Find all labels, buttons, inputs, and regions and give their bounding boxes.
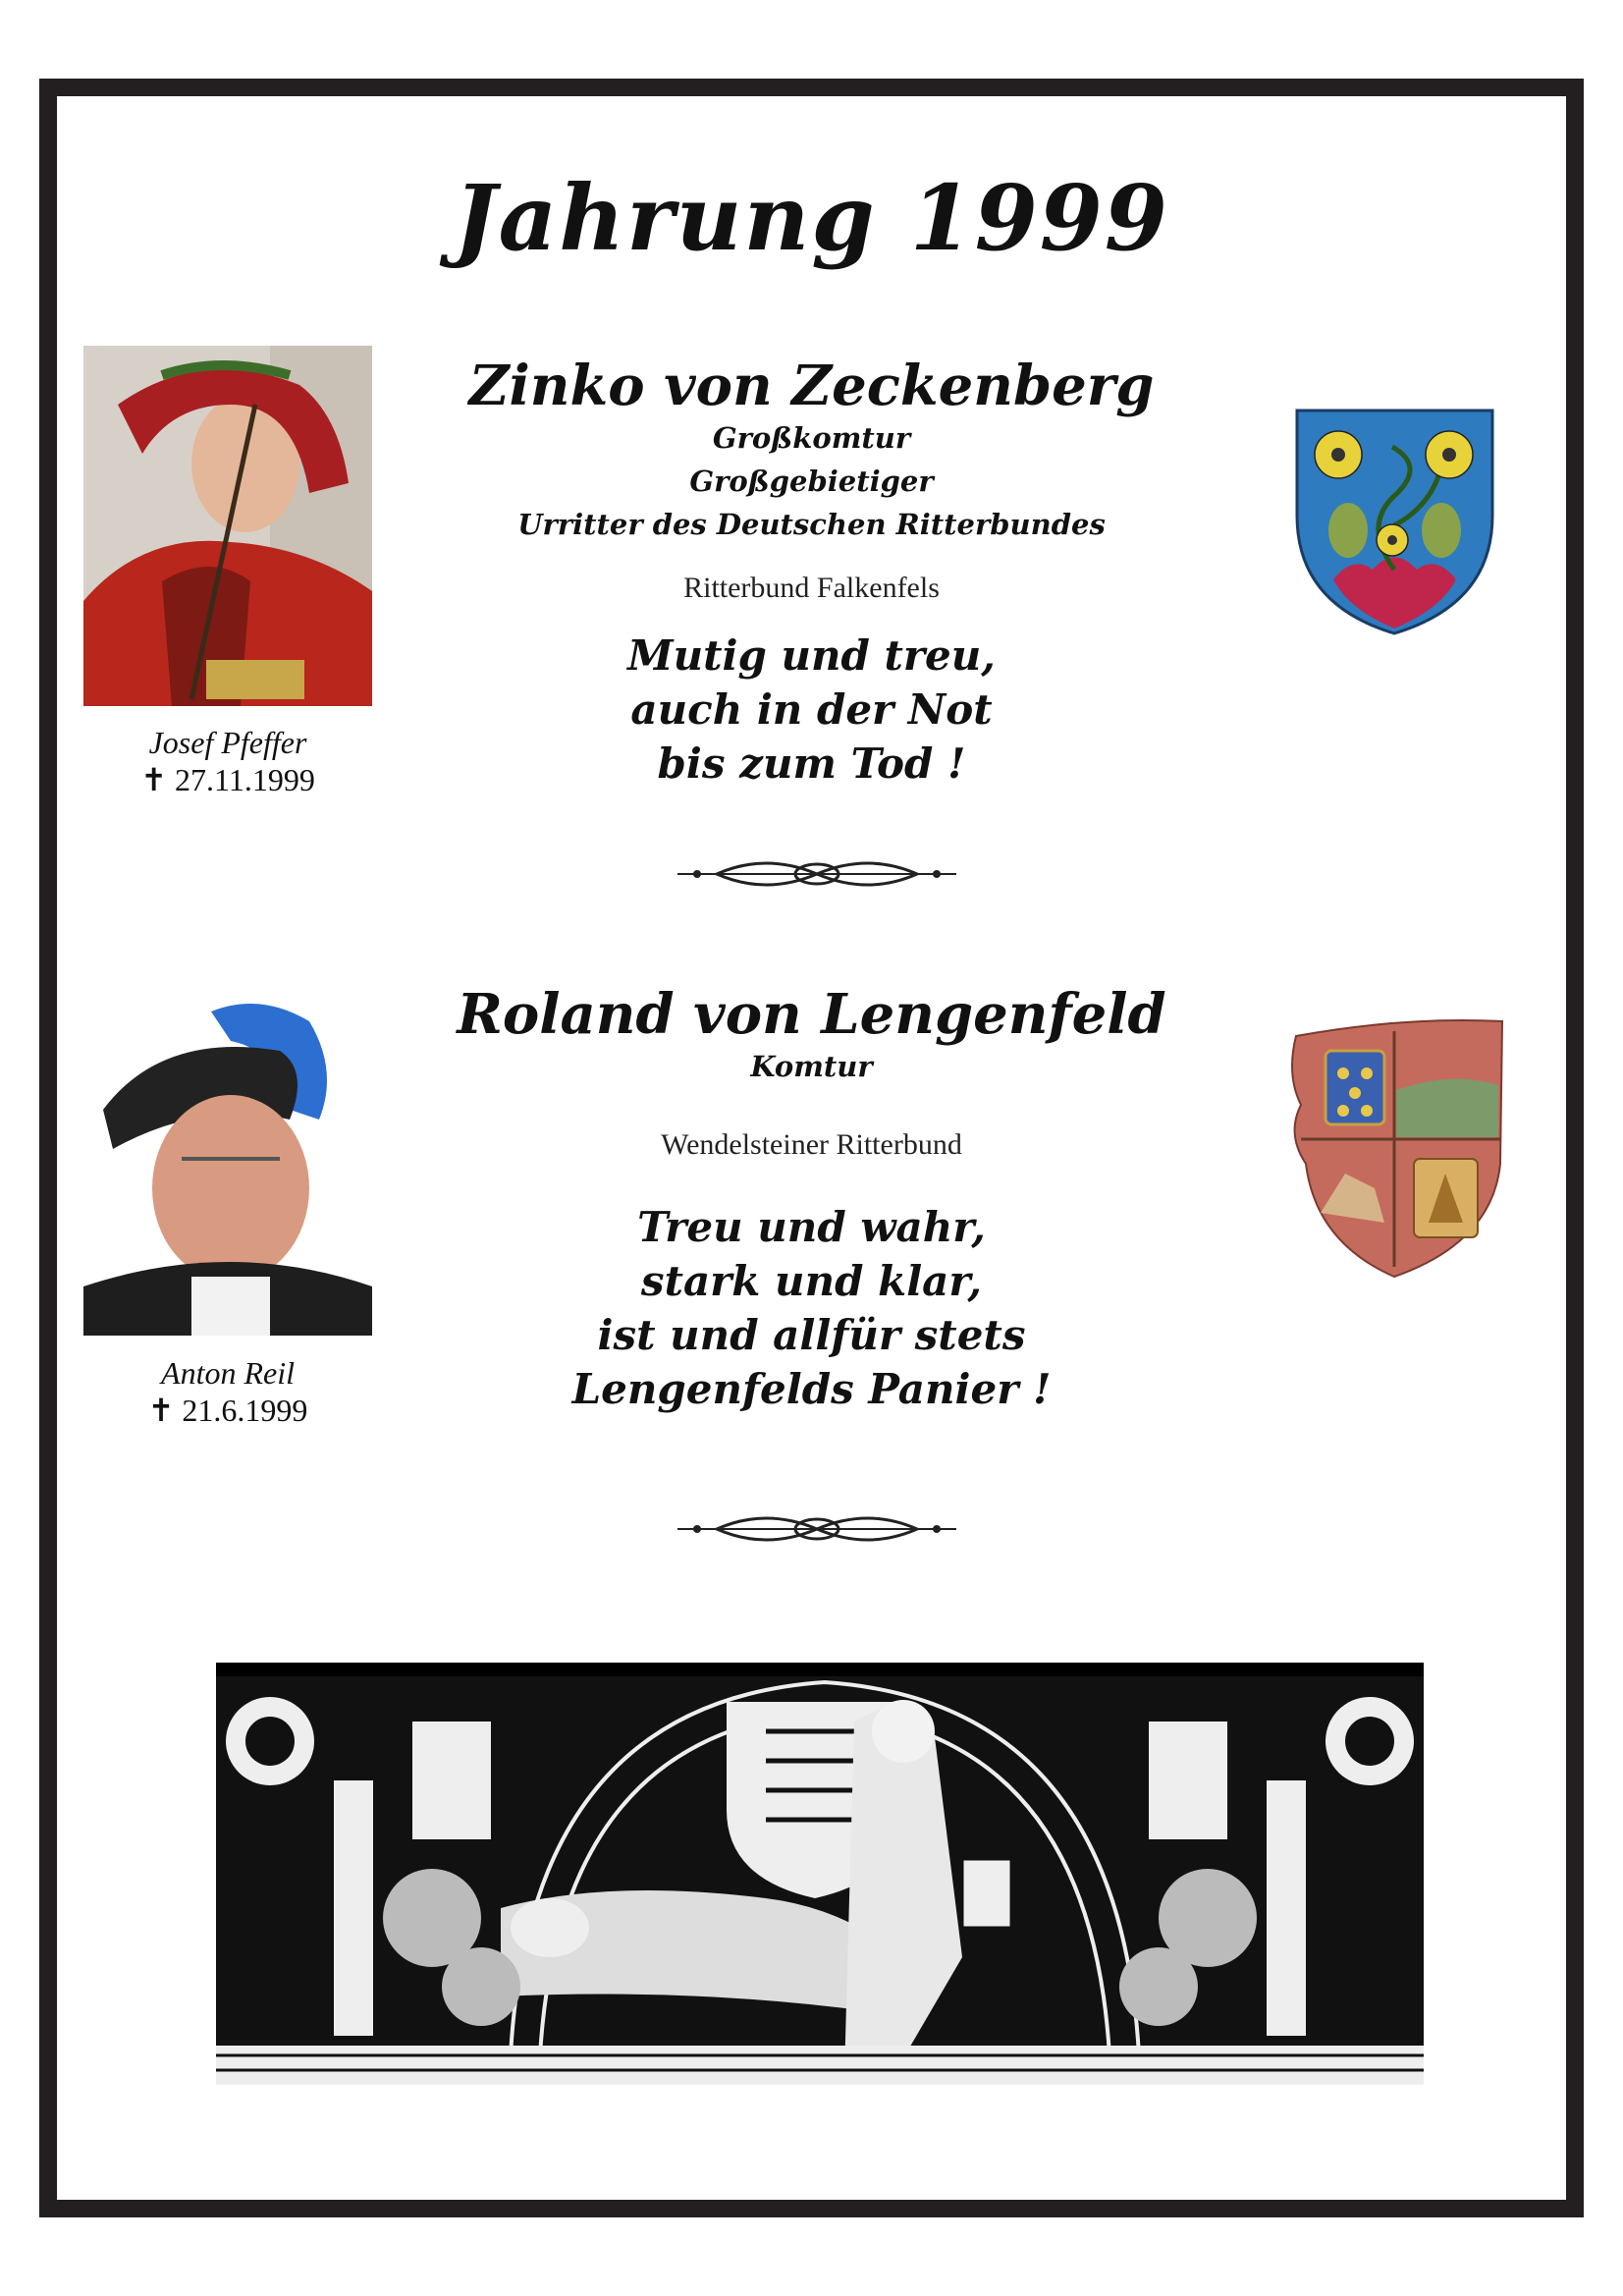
knight-name-2: Roland von Lengenfeld xyxy=(457,982,1166,1047)
motto-line: bis zum Tod ! xyxy=(657,739,966,788)
rank-line: Komtur xyxy=(750,1050,873,1083)
cross-icon: ✝ xyxy=(140,762,167,797)
ornament-divider-1 xyxy=(677,852,956,896)
ritterbund-1: Ritterbund Falkenfels xyxy=(683,572,940,604)
death-date: 21.6.1999 xyxy=(182,1393,308,1428)
motto-line: Mutig und treu, xyxy=(627,631,996,680)
motto-line: auch in der Not xyxy=(630,685,993,734)
page-title: Jahrung 1999 xyxy=(454,165,1169,271)
coat-of-arms-2 xyxy=(1286,1016,1510,1282)
death-date: 27.11.1999 xyxy=(175,762,315,797)
ritterbund-2: Wendelsteiner Ritterbund xyxy=(661,1128,962,1161)
rank-line: Großgebietiger xyxy=(689,465,934,498)
ornament-divider-2 xyxy=(677,1507,956,1551)
rank-line: Urritter des Deutschen Ritterbundes xyxy=(517,508,1106,541)
knight-name-1: Zinko von Zeckenberg xyxy=(468,354,1155,418)
woodcut-illustration xyxy=(216,1663,1424,2085)
civil-name: Anton Reil xyxy=(161,1355,295,1391)
motto-line: Lengenfelds Panier ! xyxy=(571,1365,1052,1413)
motto-line: Treu und wahr, xyxy=(637,1203,986,1251)
coat-of-arms-1 xyxy=(1294,408,1495,635)
motto-line: ist und allfür stets xyxy=(597,1311,1026,1359)
rank-line: Großkomtur xyxy=(712,421,911,455)
motto-1 xyxy=(0,629,1623,791)
civil-name: Josef Pfeffer xyxy=(148,725,307,760)
cross-icon: ✝ xyxy=(147,1393,175,1428)
motto-line: stark und klar, xyxy=(640,1257,983,1305)
